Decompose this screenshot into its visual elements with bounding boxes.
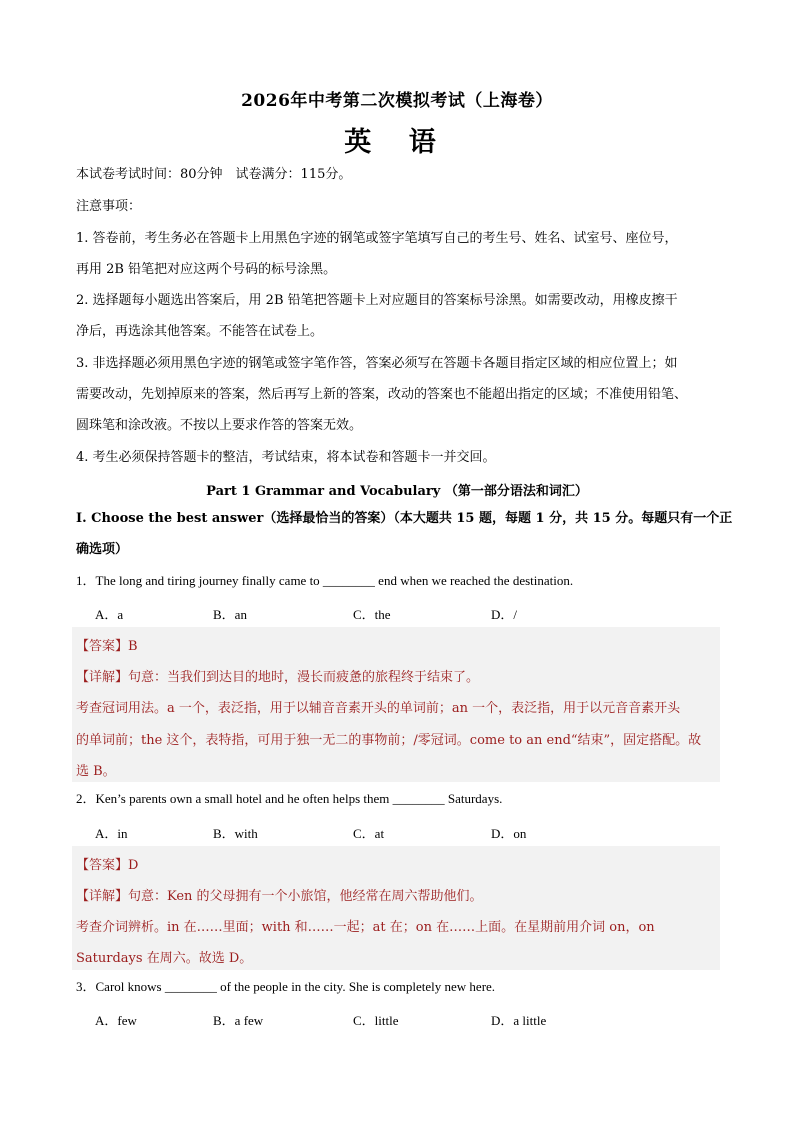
answer-line: 【答案】B — [76, 639, 138, 654]
option-c[interactable]: C．at — [353, 826, 385, 841]
subject-title: 英 语 — [344, 127, 450, 158]
answer-explanation-box — [72, 627, 720, 782]
explanation-line: Saturdays 在周六。故选 D。 — [76, 951, 253, 966]
option-c[interactable]: C．the — [353, 607, 391, 622]
exam-info: 本试卷考试时间：80分钟 试卷满分：115分。 — [76, 167, 352, 182]
exam-title: 2026年中考第二次模拟考试（上海卷） — [241, 91, 553, 111]
note-line: 3. 非选择题必须用黑色字迹的钢笔或签字笔作答，答案必须写在答题卡各题目指定区域的相应位置上；如 — [76, 356, 678, 371]
notes-heading: 注意事项： — [76, 199, 142, 214]
option-b[interactable]: B．an — [213, 607, 247, 622]
note-line: 4. 考生必须保持答题卡的整洁，考试结束，将本试卷和答题卡一并交回。 — [76, 450, 496, 465]
option-a[interactable]: A．in — [95, 826, 128, 841]
question-stem: 2．Ken’s parents own a small hotel and he often helps them ________ Saturdays. — [76, 791, 503, 806]
option-d[interactable]: D．/ — [491, 607, 518, 622]
option-b[interactable]: B．with — [213, 826, 258, 841]
explanation-line: 【详解】句意：Ken 的父母拥有一个小旅馆，他经常在周六帮助他们。 — [76, 889, 483, 904]
option-b[interactable]: B．a few — [213, 1013, 264, 1028]
question-stem: 1．The long and tiring journey finally came to ________ end when we reached the destination. — [76, 573, 574, 588]
explanation-line: 选 B。 — [76, 764, 116, 779]
note-line: 2. 选择题每小题选出答案后，用 2B 铅笔把答题卡上对应题目的答案标号涂黑。如需要改动，用橡皮擦干 — [76, 293, 678, 308]
option-d[interactable]: D．a little — [491, 1013, 547, 1028]
explanation-line: 考查介词辨析。in 在……里面；with 和……一起；at 在；on 在……上面。在星期前用介词 on，on — [76, 920, 655, 935]
section-heading: I. Choose the best answer（选择最恰当的答案）（本大题共 15 题，每题 1 分，共 15 分。每题只有一个正 — [76, 511, 733, 526]
explanation-line: 的单词前；the 这个，表特指，可用于独一无二的事物前；/零冠词。come to an end“结束”，固定搭配。故 — [76, 733, 702, 748]
note-line: 净后，再选涂其他答案。不能答在试卷上。 — [76, 324, 324, 339]
question-stem: 3．Carol knows ________ of the people in the city. She is completely new here. — [76, 979, 496, 994]
option-d[interactable]: D．on — [491, 826, 527, 841]
option-a[interactable]: A．a — [95, 607, 124, 622]
note-line: 需要改动，先划掉原来的答案，然后再写上新的答案，改动的答案也不能超出指定的区域；不准使用铅笔、 — [76, 387, 688, 402]
explanation-line: 考查冠词用法。a 一个，表泛指，用于以辅音音素开头的单词前；an 一个，表泛指，用于以元音音素开头 — [76, 701, 681, 716]
option-a[interactable]: A．few — [95, 1013, 137, 1028]
note-line: 再用 2B 铅笔把对应这两个号码的标号涂黑。 — [76, 262, 337, 277]
note-line: 1. 答卷前，考生务必在答题卡上用黑色字迹的钢笔或签字笔填写自己的考生号、姓名、试室号、座位号， — [76, 231, 678, 246]
part-heading: Part 1 Grammar and Vocabulary （第一部分语法和词汇） — [206, 484, 588, 499]
option-c[interactable]: C．little — [353, 1013, 399, 1028]
answer-line: 【答案】D — [76, 858, 139, 873]
note-line: 圆珠笔和涂改液。不按以上要求作答的答案无效。 — [76, 418, 363, 433]
answer-explanation-box — [72, 846, 720, 970]
explanation-line: 【详解】句意：当我们到达目的地时，漫长而疲惫的旅程终于结束了。 — [76, 670, 480, 685]
section-heading-cont: 确选项） — [76, 542, 129, 557]
